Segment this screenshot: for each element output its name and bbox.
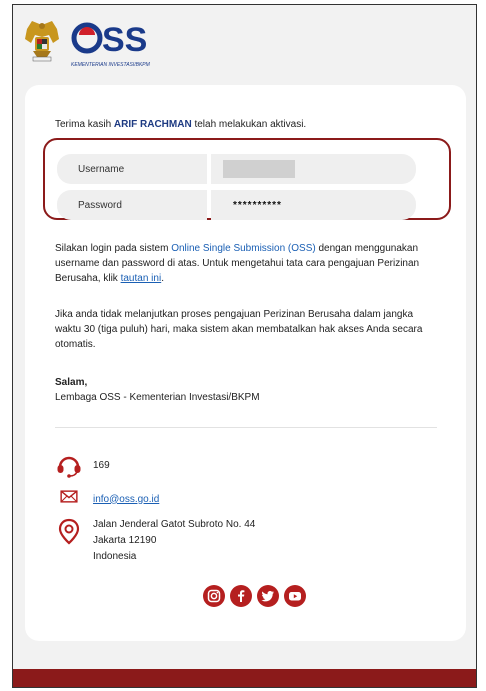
phone-number: 169 bbox=[93, 459, 110, 471]
email-link[interactable]: info@oss.go.id bbox=[93, 493, 160, 505]
greeting-prefix: Terima kasih bbox=[55, 119, 114, 130]
oss-link[interactable]: Online Single Submission (OSS) bbox=[171, 243, 316, 254]
instructions-text-3: . bbox=[161, 273, 164, 284]
facebook-icon[interactable] bbox=[230, 585, 252, 607]
social-links bbox=[203, 585, 306, 607]
password-label: Password bbox=[57, 190, 207, 220]
instagram-icon[interactable] bbox=[203, 585, 225, 607]
oss-logo-subtitle: KEMENTERIAN INVESTASI/BKPM bbox=[71, 62, 150, 68]
greeting-suffix: telah melakukan aktivasi. bbox=[191, 119, 307, 130]
address-line-2: Jakarta 12190 bbox=[93, 535, 157, 546]
signature bbox=[55, 375, 435, 405]
salutation: Salam, bbox=[55, 377, 88, 388]
email-header bbox=[13, 5, 476, 85]
oss-wordmark bbox=[71, 21, 163, 55]
email-frame bbox=[12, 4, 477, 688]
headset-icon bbox=[55, 451, 83, 479]
expiry-warning: Jika anda tidak melanjutkan proses pengajuan Perizinan Berusaha dalam jangka waktu 30 (tiga puluh) hari, maka sistem akan membatalkan hak akses Anda secara otomatis. bbox=[55, 309, 423, 350]
password-value: ********** bbox=[211, 190, 416, 220]
guide-link[interactable]: tautan ini bbox=[120, 273, 162, 284]
garuda-emblem-icon bbox=[23, 19, 61, 63]
user-name: ARIF RACHMAN bbox=[113, 119, 192, 130]
twitter-icon[interactable] bbox=[257, 585, 279, 607]
youtube-icon[interactable] bbox=[284, 585, 306, 607]
username-redacted bbox=[223, 160, 295, 178]
location-pin-icon bbox=[55, 517, 83, 545]
instructions-text-1: Silakan login pada sistem bbox=[55, 243, 172, 254]
greeting-text bbox=[55, 119, 306, 130]
footer-bar bbox=[13, 669, 476, 687]
username-value bbox=[211, 154, 416, 184]
contact-phone bbox=[55, 451, 110, 479]
instructions-text-2: dengan menggunakan username dan password di atas. Untuk mengetahui tata cara pengajuan Perizinan Berusaha, klik bbox=[55, 243, 420, 284]
email-card bbox=[25, 85, 466, 641]
address-block bbox=[93, 517, 255, 565]
envelope-icon bbox=[55, 489, 83, 509]
contact-email bbox=[55, 489, 159, 509]
sender-name: Lembaga OSS - Kementerian Investasi/BKPM bbox=[55, 392, 260, 403]
contact-address bbox=[55, 517, 255, 565]
address-line-1: Jalan Jenderal Gatot Subroto No. 44 bbox=[93, 519, 256, 530]
oss-logo-text: SS bbox=[102, 21, 148, 55]
divider bbox=[55, 427, 437, 428]
username-label: Username bbox=[57, 154, 207, 184]
credentials-highlight bbox=[43, 138, 451, 220]
login-instructions bbox=[55, 241, 435, 286]
oss-logo bbox=[71, 21, 163, 68]
address-line-3: Indonesia bbox=[93, 551, 137, 562]
